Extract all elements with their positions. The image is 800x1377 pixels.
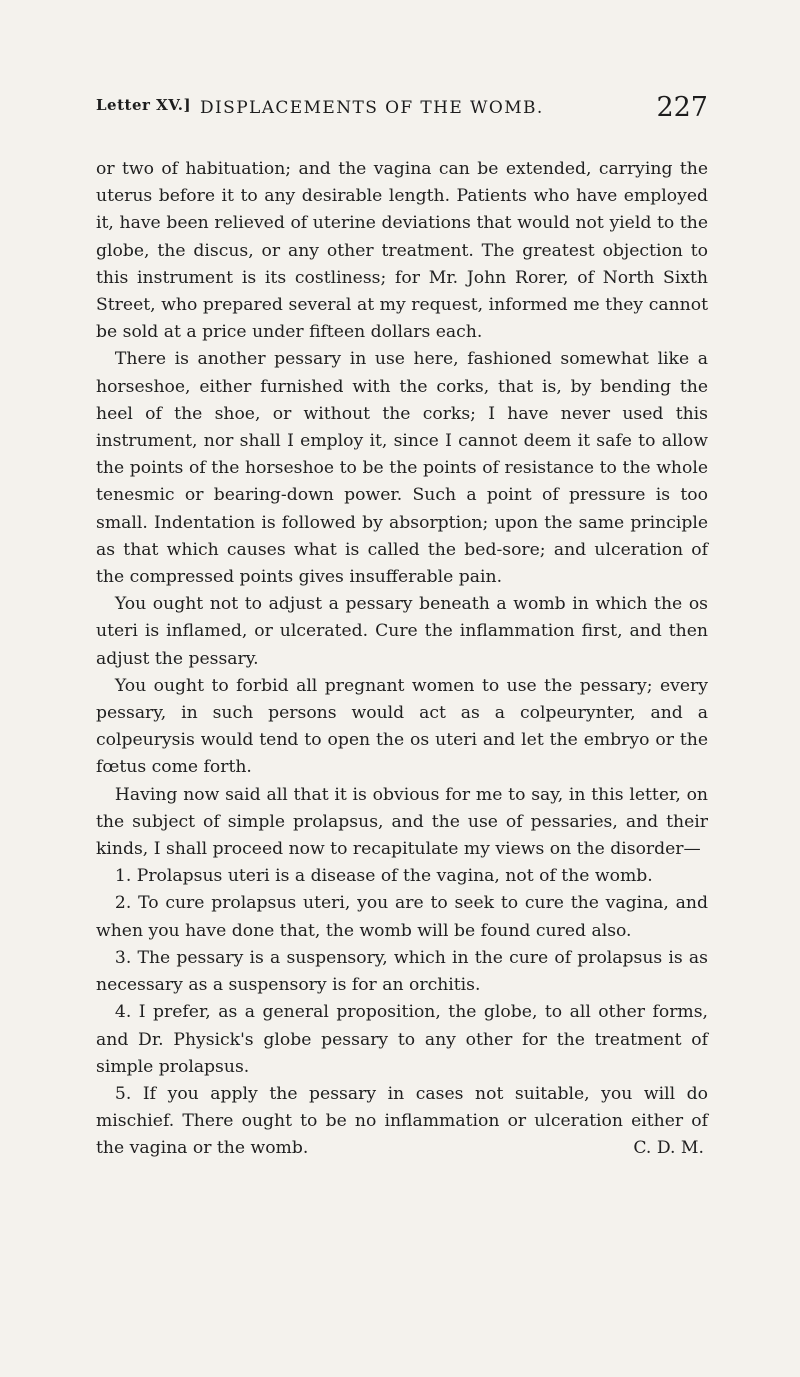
chapter-letter-label: Letter XV.] — [96, 96, 192, 114]
running-title: DISPLACEMENTS OF THE WOMB. — [200, 98, 544, 118]
paragraph: There is another pessary in use here, fashioned somewhat like a horseshoe, either furnished with the corks, that is, by bending the heel of the shoe, or without the corks; I have never used this instrument, nor shall I employ it, since I cannot deem it safe to allow the points of the horseshoe to be the points of resistance to the whole tenesmic or bearing-down power. Such a point of pressure is too small. Indentation is followed by absorption; upon the same principle as that which causes what is called the bed-sore; and ulceration of the compressed points gives insufferable pain. — [96, 349, 708, 588]
paragraph: or two of habituation; and the vagina can be extended, carrying the uterus before it to any desirable length. Patients who have employed it, have been relieved of uterine deviations that would not yield to the globe, the discus, or any other treatment. The greatest objection to this instrument is its costliness; for Mr. John Rorer, of North Sixth Street, who prepared several at my request, informed me they cannot be sold at a price under fifteen dollars each. — [96, 159, 708, 343]
closing-block — [96, 1081, 708, 1163]
paragraph: You ought not to adjust a pessary beneath a womb in which the os uteri is inflamed, or ulcerated. Cure the inflammation first, and then adjust the pessary. — [96, 594, 708, 669]
list-item: 1. Prolapsus uteri is a disease of the vagina, not of the womb. — [114, 866, 653, 887]
list-item: 5. If you apply the pessary in cases not suitable, you will do mischief. There ought to be no inflammation or ulceration either of the vagina or the womb. — [96, 1083, 708, 1159]
list-item: 3. The pessary is a suspensory, which in the cure of prolapsus is as necessary as a suspensory is for an orchitis. — [96, 947, 708, 996]
paragraph: Having now said all that it is obvious for me to say, in this letter, on the subject of simple prolapsus, and the use of pessaries, and their kinds, I shall proceed now to recapitulate my views on the disorder— — [96, 784, 708, 860]
signature: C. D. M. — [633, 1138, 704, 1159]
body-text — [96, 156, 708, 1163]
paragraph: You ought to forbid all pregnant women to use the pessary; every pessary, in such persons would act as a colpeurynter, and a colpeurysis would tend to open the os uteri and let the embryo or the fœtus come forth. — [96, 675, 708, 778]
running-head — [96, 92, 708, 130]
list-item: 4. I prefer, as a general proposition, the globe, to all other forms, and Dr. Physick's globe pessary to any other for the treatment of simple prolapsus. — [96, 1002, 708, 1077]
list-item: 2. To cure prolapsus uteri, you are to seek to cure the vagina, and when you have done that, the womb will be found cured also. — [96, 893, 708, 941]
page-number: 227 — [656, 92, 708, 123]
